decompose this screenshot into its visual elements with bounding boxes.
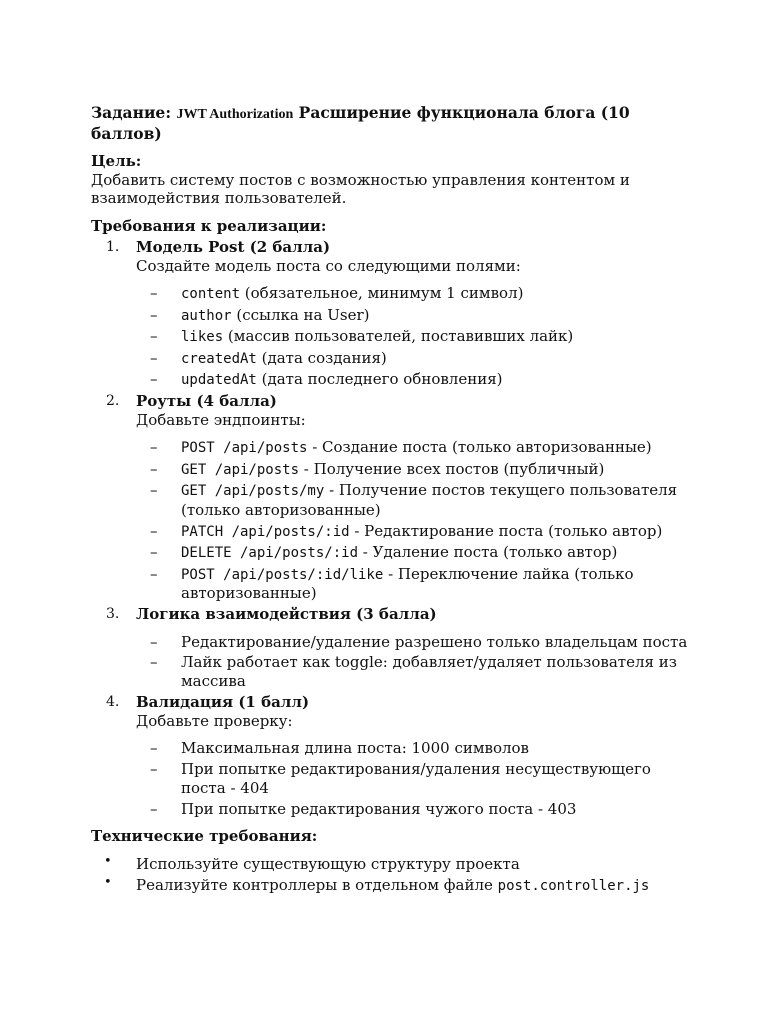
list-item <box>91 438 691 458</box>
section-number: 2. <box>106 392 120 409</box>
item-text: Реализуйте контроллеры в отдельном файле <box>136 875 498 894</box>
code-snippet: post.controller.js <box>497 877 650 894</box>
section-title: Модель Post (2 балла) <box>136 237 331 256</box>
list-item <box>91 327 691 347</box>
list-item <box>91 653 691 691</box>
code-snippet: POST /api/posts <box>181 440 308 457</box>
section-items <box>91 284 691 390</box>
item-text: При попытке редактирования/удаления несуществующего поста - 404 <box>181 760 651 797</box>
numbered-section <box>91 605 691 624</box>
code-snippet: PATCH /api/posts/:id <box>181 523 350 540</box>
section-title: Логика взаимодействия (3 балла) <box>136 604 437 623</box>
code-snippet: createdAt <box>181 350 257 367</box>
numbered-section <box>91 392 691 430</box>
dash-marker: – <box>150 459 158 478</box>
dash-marker: – <box>150 760 158 779</box>
task-title-rest: Расширение функционала блога (10 баллов) <box>91 103 630 143</box>
dash-marker: – <box>150 327 158 346</box>
dash-marker: – <box>150 348 158 367</box>
item-text: (дата создания) <box>256 348 387 367</box>
dash-marker: – <box>150 739 158 758</box>
dash-marker: – <box>150 521 158 540</box>
goal-heading: Цель: <box>91 151 142 170</box>
item-text: - Получение постов текущего пользователя (только авторизованные) <box>181 481 678 519</box>
section-items <box>91 633 691 691</box>
dash-marker: – <box>150 543 158 562</box>
requirements-list <box>91 238 691 819</box>
section-number: 3. <box>106 605 120 622</box>
list-item <box>91 800 691 819</box>
dash-marker: – <box>150 438 158 457</box>
section-number: 4. <box>106 693 120 710</box>
tech-heading: Технические требования: <box>91 827 318 846</box>
list-item <box>91 543 691 563</box>
section-items <box>91 739 691 818</box>
item-text: (массив пользователей, поставивших лайк) <box>223 327 574 346</box>
dash-marker: – <box>150 370 158 389</box>
numbered-section <box>91 693 691 731</box>
goal-text: Добавить систему постов с возможностью управления контентом и взаимодействия пользователей. <box>91 170 630 208</box>
code-snippet: GET /api/posts/my <box>181 483 325 500</box>
task-title <box>91 103 691 143</box>
item-text: Максимальная длина поста: 1000 символов <box>181 739 530 758</box>
section-items <box>91 438 691 603</box>
requirements-heading: Требования к реализации: <box>91 217 327 236</box>
section-title: Роуты (4 балла) <box>136 391 277 410</box>
dash-marker: – <box>150 799 158 818</box>
code-snippet: author <box>181 307 232 324</box>
item-text: (ссылка на User) <box>231 305 370 324</box>
bullet-list-item <box>91 876 691 896</box>
task-title-prefix: Задание <box>91 103 166 122</box>
item-text: (дата последнего обновления) <box>256 370 503 389</box>
code-snippet: likes <box>181 329 224 346</box>
item-text: Лайк работает как toggle: добавляет/удаляет пользователя из массива <box>181 653 677 691</box>
document-body <box>91 103 691 895</box>
list-item <box>91 565 691 603</box>
list-item <box>91 460 691 480</box>
dash-marker: – <box>150 305 158 324</box>
dash-marker: – <box>150 632 158 651</box>
section-intro: Добавьте эндпоинты: <box>136 410 306 429</box>
list-item <box>91 306 691 326</box>
section-intro: Создайте модель поста со следующими полями: <box>136 256 521 275</box>
list-item <box>91 522 691 542</box>
section-intro: Добавьте проверку: <box>136 711 293 730</box>
section-title: Валидация (1 балл) <box>136 692 310 711</box>
code-snippet: updatedAt <box>181 372 257 389</box>
list-item <box>91 481 691 519</box>
item-text: - Получение всех постов (публичный) <box>299 459 605 478</box>
task-title-jwt: JWT Authorization <box>176 107 294 122</box>
list-item <box>91 284 691 304</box>
item-text: - Создание поста (только авторизованные) <box>307 438 652 457</box>
code-snippet: POST /api/posts/:id/like <box>181 566 384 583</box>
dash-marker: – <box>150 284 158 303</box>
item-text: (обязательное, минимум 1 символ) <box>240 284 524 303</box>
dash-marker: – <box>150 481 158 500</box>
bullet-list-item <box>91 855 691 874</box>
item-text: - Переключение лайка (только авторизованные) <box>181 564 634 603</box>
code-snippet: DELETE /api/posts/:id <box>181 545 359 562</box>
tech-list <box>91 855 691 895</box>
code-snippet: content <box>181 286 241 303</box>
section-number: 1. <box>106 238 120 255</box>
list-item <box>91 633 691 652</box>
list-item <box>91 739 691 758</box>
code-snippet: GET /api/posts <box>181 461 300 478</box>
dash-marker: – <box>150 653 158 672</box>
item-text: - Редактирование поста (только автор) <box>349 521 663 540</box>
list-item <box>91 760 691 798</box>
item-text: Редактирование/удаление разрешено только владельцам поста <box>181 632 688 651</box>
bullet-marker: • <box>104 874 112 890</box>
numbered-section <box>91 238 691 276</box>
item-text: При попытке редактирования чужого поста - 403 <box>181 799 577 818</box>
list-item <box>91 349 691 369</box>
bullet-marker: • <box>104 854 112 870</box>
dash-marker: – <box>150 564 158 583</box>
item-text: - Удаление поста (только автор) <box>358 543 618 562</box>
list-item <box>91 370 691 390</box>
item-text: Используйте существующую структуру проекта <box>136 855 520 874</box>
task-title-colon: : <box>165 103 172 122</box>
